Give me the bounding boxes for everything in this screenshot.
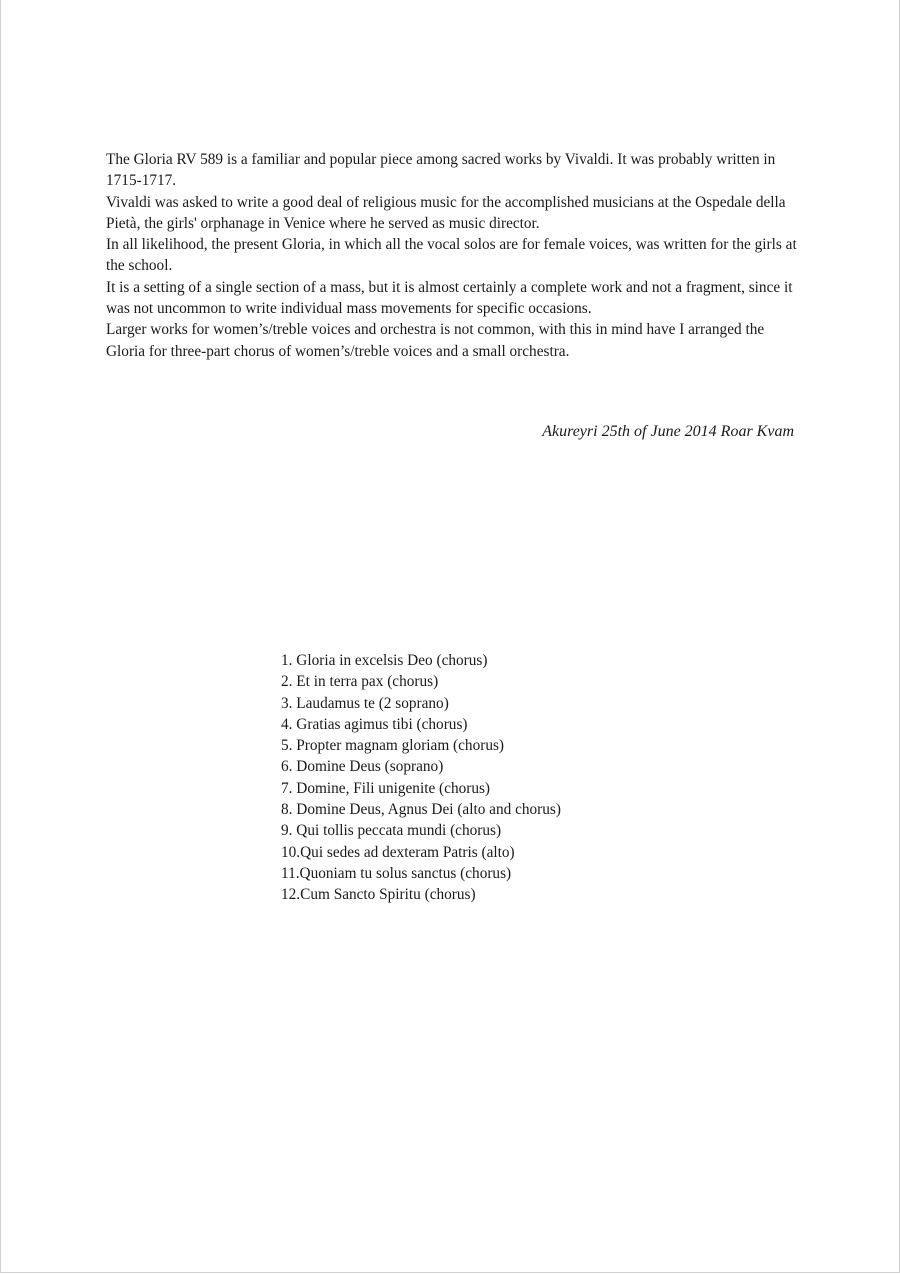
introduction-text [106, 149, 806, 362]
intro-paragraph: It is a setting of a single section of a mass, but it is almost certainly a complete work and not a fragment, since it was not uncommon to write individual mass movements for specific occasions. [106, 278, 793, 318]
movement-item: 8. Domine Deus, Agnus Dei (alto and chorus) [281, 801, 561, 819]
movement-item: 3. Laudamus te (2 soprano) [281, 694, 449, 712]
intro-paragraph: Vivaldi was asked to write a good deal of religious music for the accomplished musicians at the Ospedale della Pietà, the girls' orphanage in Venice where he served as music director. [106, 193, 786, 232]
movement-item: 11.Quoniam tu solus sanctus (chorus) [281, 864, 512, 882]
movement-item: 1. Gloria in excelsis Deo (chorus) [281, 652, 488, 669]
movement-item: 12.Cum Sancto Spiritu (chorus) [281, 886, 476, 904]
movement-item: 7. Domine, Fili unigenite (chorus) [281, 779, 491, 797]
movement-item: 2. Et in terra pax (chorus) [281, 673, 439, 691]
movement-list [281, 650, 701, 906]
movement-item: 9. Qui tollis peccata mundi (chorus) [281, 822, 502, 840]
intro-paragraph: The Gloria RV 589 is a familiar and popular piece among sacred works by Vivaldi. It was probably written in 1715-1717. [106, 151, 776, 190]
movement-item: 10.Qui sedes ad dexteram Patris (alto) [281, 843, 515, 861]
intro-paragraph: In all likelihood, the present Gloria, in which all the vocal solos are for female voices, was written for the girls at the school. [106, 236, 797, 275]
movement-item: 5. Propter magnam gloriam (chorus) [281, 737, 505, 755]
signature: Akureyri 25th of June 2014 Roar Kvam [542, 423, 794, 440]
movement-item: 4. Gratias agimus tibi (chorus) [281, 715, 468, 733]
intro-paragraph: Larger works for women’s/treble voices and orchestra is not common, with this in mind have I arranged the Gloria for three-part chorus of women’s/treble voices and a small orchestra. [106, 321, 765, 360]
movement-item: 6. Domine Deus (soprano) [281, 758, 444, 776]
